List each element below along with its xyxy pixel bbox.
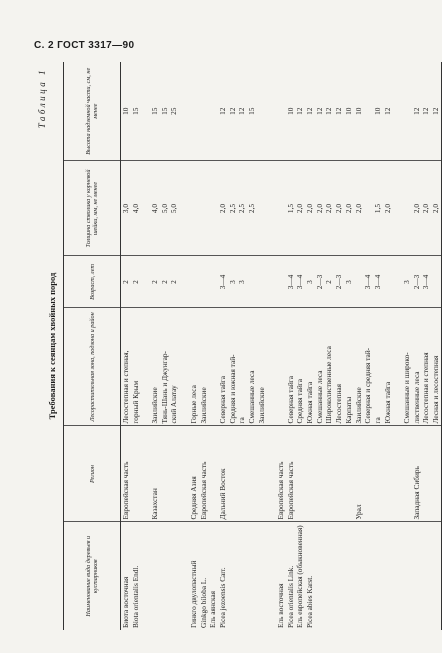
age-cell <box>189 256 267 308</box>
cell-line <box>199 259 209 306</box>
cell-line: 2,0 <box>431 203 440 214</box>
cell-line: Picea abies Karst. <box>305 575 315 628</box>
cell-line: Смешанные и широко- <box>401 352 411 424</box>
age-cell <box>150 256 179 308</box>
cell-line <box>189 64 199 159</box>
zone-cell <box>121 308 141 426</box>
cell-line: Горные леса <box>188 385 198 424</box>
cell-line: 5,0 <box>159 203 169 214</box>
cell-line: Заилийские <box>256 387 266 424</box>
cell-line: Европейская часть <box>121 461 130 520</box>
cell-line: 12 <box>334 107 344 115</box>
cell-line: Лесостепная и степная, <box>121 350 130 424</box>
cell-line: Средняя Азия <box>188 476 198 520</box>
cell-line <box>189 259 199 306</box>
cell-line <box>276 311 286 424</box>
col-header-height: Высота надземной части, см, не менее <box>64 62 121 161</box>
thickness-cell <box>189 161 267 256</box>
cell-line: Biota orientalis Endl. <box>130 565 140 628</box>
cell-line: 2 <box>130 280 140 284</box>
thickness-cell <box>402 161 441 256</box>
cell-line: 1,5 <box>372 203 382 214</box>
cell-line <box>354 259 364 306</box>
cell-line: 10 <box>353 107 363 115</box>
cell-line <box>295 429 305 520</box>
cell-line: 15 <box>130 107 140 115</box>
cell-line <box>363 64 373 159</box>
table-header-row <box>64 62 121 630</box>
cell-line: 3—4 <box>285 274 295 290</box>
spacer-row <box>140 62 150 630</box>
col-header-thickness: Толщина стволика у корневой шейки, мм, не менее <box>64 161 121 256</box>
age-cell <box>121 256 141 308</box>
table-row <box>150 62 179 630</box>
thickness-cell <box>150 161 179 256</box>
cell-line: 2,0 <box>353 203 363 214</box>
cell-line: 2—3 <box>334 274 344 290</box>
cell-line: 2,0 <box>295 203 305 214</box>
height-cell <box>276 62 392 161</box>
cell-line: 3 <box>305 280 315 284</box>
cell-line: Казахстан <box>150 488 160 520</box>
cell-line <box>208 164 218 254</box>
cell-line: 3 <box>401 280 411 284</box>
table-title: Требования к сеянцам хвойных пород <box>47 272 57 420</box>
cell-line <box>208 64 218 159</box>
col-header-age: Возраст, лет <box>64 256 121 308</box>
cell-line: 2 <box>324 280 334 284</box>
cell-line <box>199 164 209 254</box>
region-cell <box>276 426 392 522</box>
cell-line <box>363 164 373 254</box>
cell-line: 12 <box>217 107 227 115</box>
cell-line: 10 <box>372 107 382 115</box>
cell-line: Северная и средняя тай- <box>363 347 373 424</box>
zone-cell <box>150 308 179 426</box>
cell-line: 2,0 <box>382 203 392 214</box>
thickness-cell <box>121 161 141 256</box>
cell-line: Западная Сибирь <box>411 466 421 520</box>
cell-line: Смешанные леса <box>246 370 256 424</box>
cell-line: Северная тайга <box>285 376 295 424</box>
spacer-row <box>266 62 276 630</box>
cell-line: 2,0 <box>334 203 344 214</box>
zone-cell <box>402 308 441 426</box>
cell-line: Европейская часть <box>285 461 295 520</box>
cell-line: 10 <box>285 107 295 115</box>
cell-line <box>315 429 325 520</box>
cell-line: 2 <box>150 280 160 284</box>
page-header: С. 2 ГОСТ 3317—90 <box>34 40 135 51</box>
cell-line: 15 <box>159 107 169 115</box>
zone-cell <box>276 308 392 426</box>
cell-line: 2,0 <box>305 203 315 214</box>
spacer-row <box>179 62 189 630</box>
cell-line: Дальний Восток <box>217 468 227 520</box>
cell-line: Северная тайга <box>217 376 227 424</box>
cell-line: Биота восточная <box>121 576 130 628</box>
cell-line: Заилийские <box>198 387 208 424</box>
cell-line: 3—4 <box>295 274 305 290</box>
species-cell <box>276 522 392 630</box>
height-cell <box>150 62 179 161</box>
cell-line: Средняя тайга <box>295 379 305 424</box>
height-cell <box>402 62 441 161</box>
cell-line: 12 <box>411 107 421 115</box>
col-header-region: Регион <box>64 426 121 522</box>
table-row <box>189 62 267 630</box>
cell-line: 12 <box>324 107 334 115</box>
cell-line: га <box>237 417 247 424</box>
cell-line: Ель европейская (обыкновенная) <box>295 525 305 628</box>
cell-line: 12 <box>314 107 324 115</box>
height-cell <box>189 62 267 161</box>
cell-line: лиственные леса <box>411 371 421 424</box>
cell-line: Гинкго двулопастный <box>188 560 198 628</box>
col-header-zone: Лесорастительная зона, подзона и район <box>64 308 121 426</box>
cell-line: 3—4 <box>421 274 431 290</box>
table-label: Таблица 1 <box>37 68 47 129</box>
cell-line: 3 <box>237 280 247 284</box>
cell-line: Заилийские <box>150 387 160 424</box>
cell-line: 15 <box>246 107 256 115</box>
cell-line: Ель аянская <box>208 590 218 628</box>
cell-line: Тянь-Шань и Джунгар- <box>159 351 169 424</box>
cell-line: 12 <box>237 107 247 115</box>
cell-line: 2—3 <box>314 274 324 290</box>
cell-line: 5,0 <box>169 203 179 214</box>
cell-line: ский Алатау <box>169 385 179 424</box>
cell-line: Заилийские <box>353 387 363 424</box>
cell-line: 2 <box>159 280 169 284</box>
conifer-seedlings-table <box>63 62 442 630</box>
cell-line: Лесная и лесостепная <box>431 355 440 424</box>
cell-line <box>334 429 344 520</box>
cell-line: 2 <box>121 280 130 284</box>
cell-line: 2,5 <box>227 203 237 214</box>
zone-cell <box>189 308 267 426</box>
cell-line: 10 <box>343 107 353 115</box>
cell-line: 2 <box>169 280 179 284</box>
cell-line: 2,0 <box>343 203 353 214</box>
cell-line: 2—3 <box>411 274 421 290</box>
age-cell <box>276 256 392 308</box>
cell-line: 4,0 <box>130 203 140 214</box>
cell-line: Южная тайга <box>382 381 392 424</box>
cell-line: 3—4 <box>217 274 227 290</box>
cell-line: 12 <box>431 107 440 115</box>
cell-line <box>305 429 315 520</box>
cell-line: 2,0 <box>411 203 421 214</box>
cell-line: 3 <box>343 280 353 284</box>
cell-line: Picea orientalis Link. <box>285 565 295 628</box>
cell-line: Смешанные леса <box>314 370 324 424</box>
cell-line: 10 <box>121 107 130 115</box>
species-cell <box>150 522 179 630</box>
spacer-row <box>392 62 402 630</box>
cell-line <box>276 64 286 159</box>
cell-line: Карпаты <box>343 396 353 424</box>
cell-line: Лесостепная и степная <box>421 352 431 424</box>
cell-line <box>208 429 218 520</box>
species-cell <box>189 522 267 630</box>
cell-line: 1,5 <box>285 203 295 214</box>
cell-line: 12 <box>295 107 305 115</box>
species-cell <box>402 522 441 630</box>
cell-line <box>189 164 199 254</box>
cell-line: Европейская часть <box>198 461 208 520</box>
age-cell <box>402 256 441 308</box>
region-cell <box>121 426 141 522</box>
region-cell <box>150 426 179 522</box>
cell-line: 12 <box>382 107 392 115</box>
cell-line: 2,0 <box>314 203 324 214</box>
cell-line: горный Крым <box>130 380 140 424</box>
cell-line: 3—4 <box>363 274 373 290</box>
cell-line: Урал <box>353 504 363 520</box>
col-header-species: Наименование вида деревьев и кустарников <box>64 522 121 630</box>
region-cell <box>189 426 267 522</box>
cell-line: Ginkgo biloba L. <box>198 577 208 628</box>
cell-line: Средняя и южная тай- <box>227 354 237 424</box>
cell-line: 4,0 <box>150 203 160 214</box>
cell-line: Южная тайга <box>305 381 315 424</box>
cell-line <box>344 429 354 520</box>
table-row <box>276 62 392 630</box>
cell-line: Широколиственные леса <box>324 346 334 424</box>
cell-line: Picea jezoensis Carr. <box>217 567 227 628</box>
cell-line <box>402 429 412 520</box>
cell-line: Европейская часть <box>276 461 285 520</box>
cell-line <box>199 64 209 159</box>
cell-line: 25 <box>169 107 179 115</box>
species-cell <box>121 522 141 630</box>
cell-line: Ель восточная <box>276 583 285 628</box>
height-cell <box>121 62 141 161</box>
cell-line <box>324 429 334 520</box>
cell-line: 12 <box>305 107 315 115</box>
table-row <box>121 62 141 630</box>
thickness-cell <box>276 161 392 256</box>
cell-line: 15 <box>150 107 160 115</box>
cell-line <box>208 259 218 306</box>
region-cell <box>402 426 441 522</box>
table-row <box>402 62 441 630</box>
cell-line: 3,0 <box>121 203 130 214</box>
rotated-table-page <box>33 62 440 630</box>
cell-line: га <box>372 417 382 424</box>
cell-line <box>402 164 412 254</box>
cell-line: 3 <box>227 280 237 284</box>
cell-line: 12 <box>227 107 237 115</box>
cell-line: 2,0 <box>421 203 431 214</box>
cell-line: 3—4 <box>372 274 382 290</box>
cell-line: 2,0 <box>217 203 227 214</box>
cell-line <box>276 164 286 254</box>
cell-line: 2,0 <box>324 203 334 214</box>
cell-line: 2,5 <box>237 203 247 214</box>
cell-line: 12 <box>421 107 431 115</box>
cell-line: Лесостепная <box>334 384 344 424</box>
cell-line <box>402 64 412 159</box>
cell-line <box>208 311 218 424</box>
cell-line <box>276 259 286 306</box>
cell-line: 2,5 <box>246 203 256 214</box>
table-body <box>121 62 442 630</box>
